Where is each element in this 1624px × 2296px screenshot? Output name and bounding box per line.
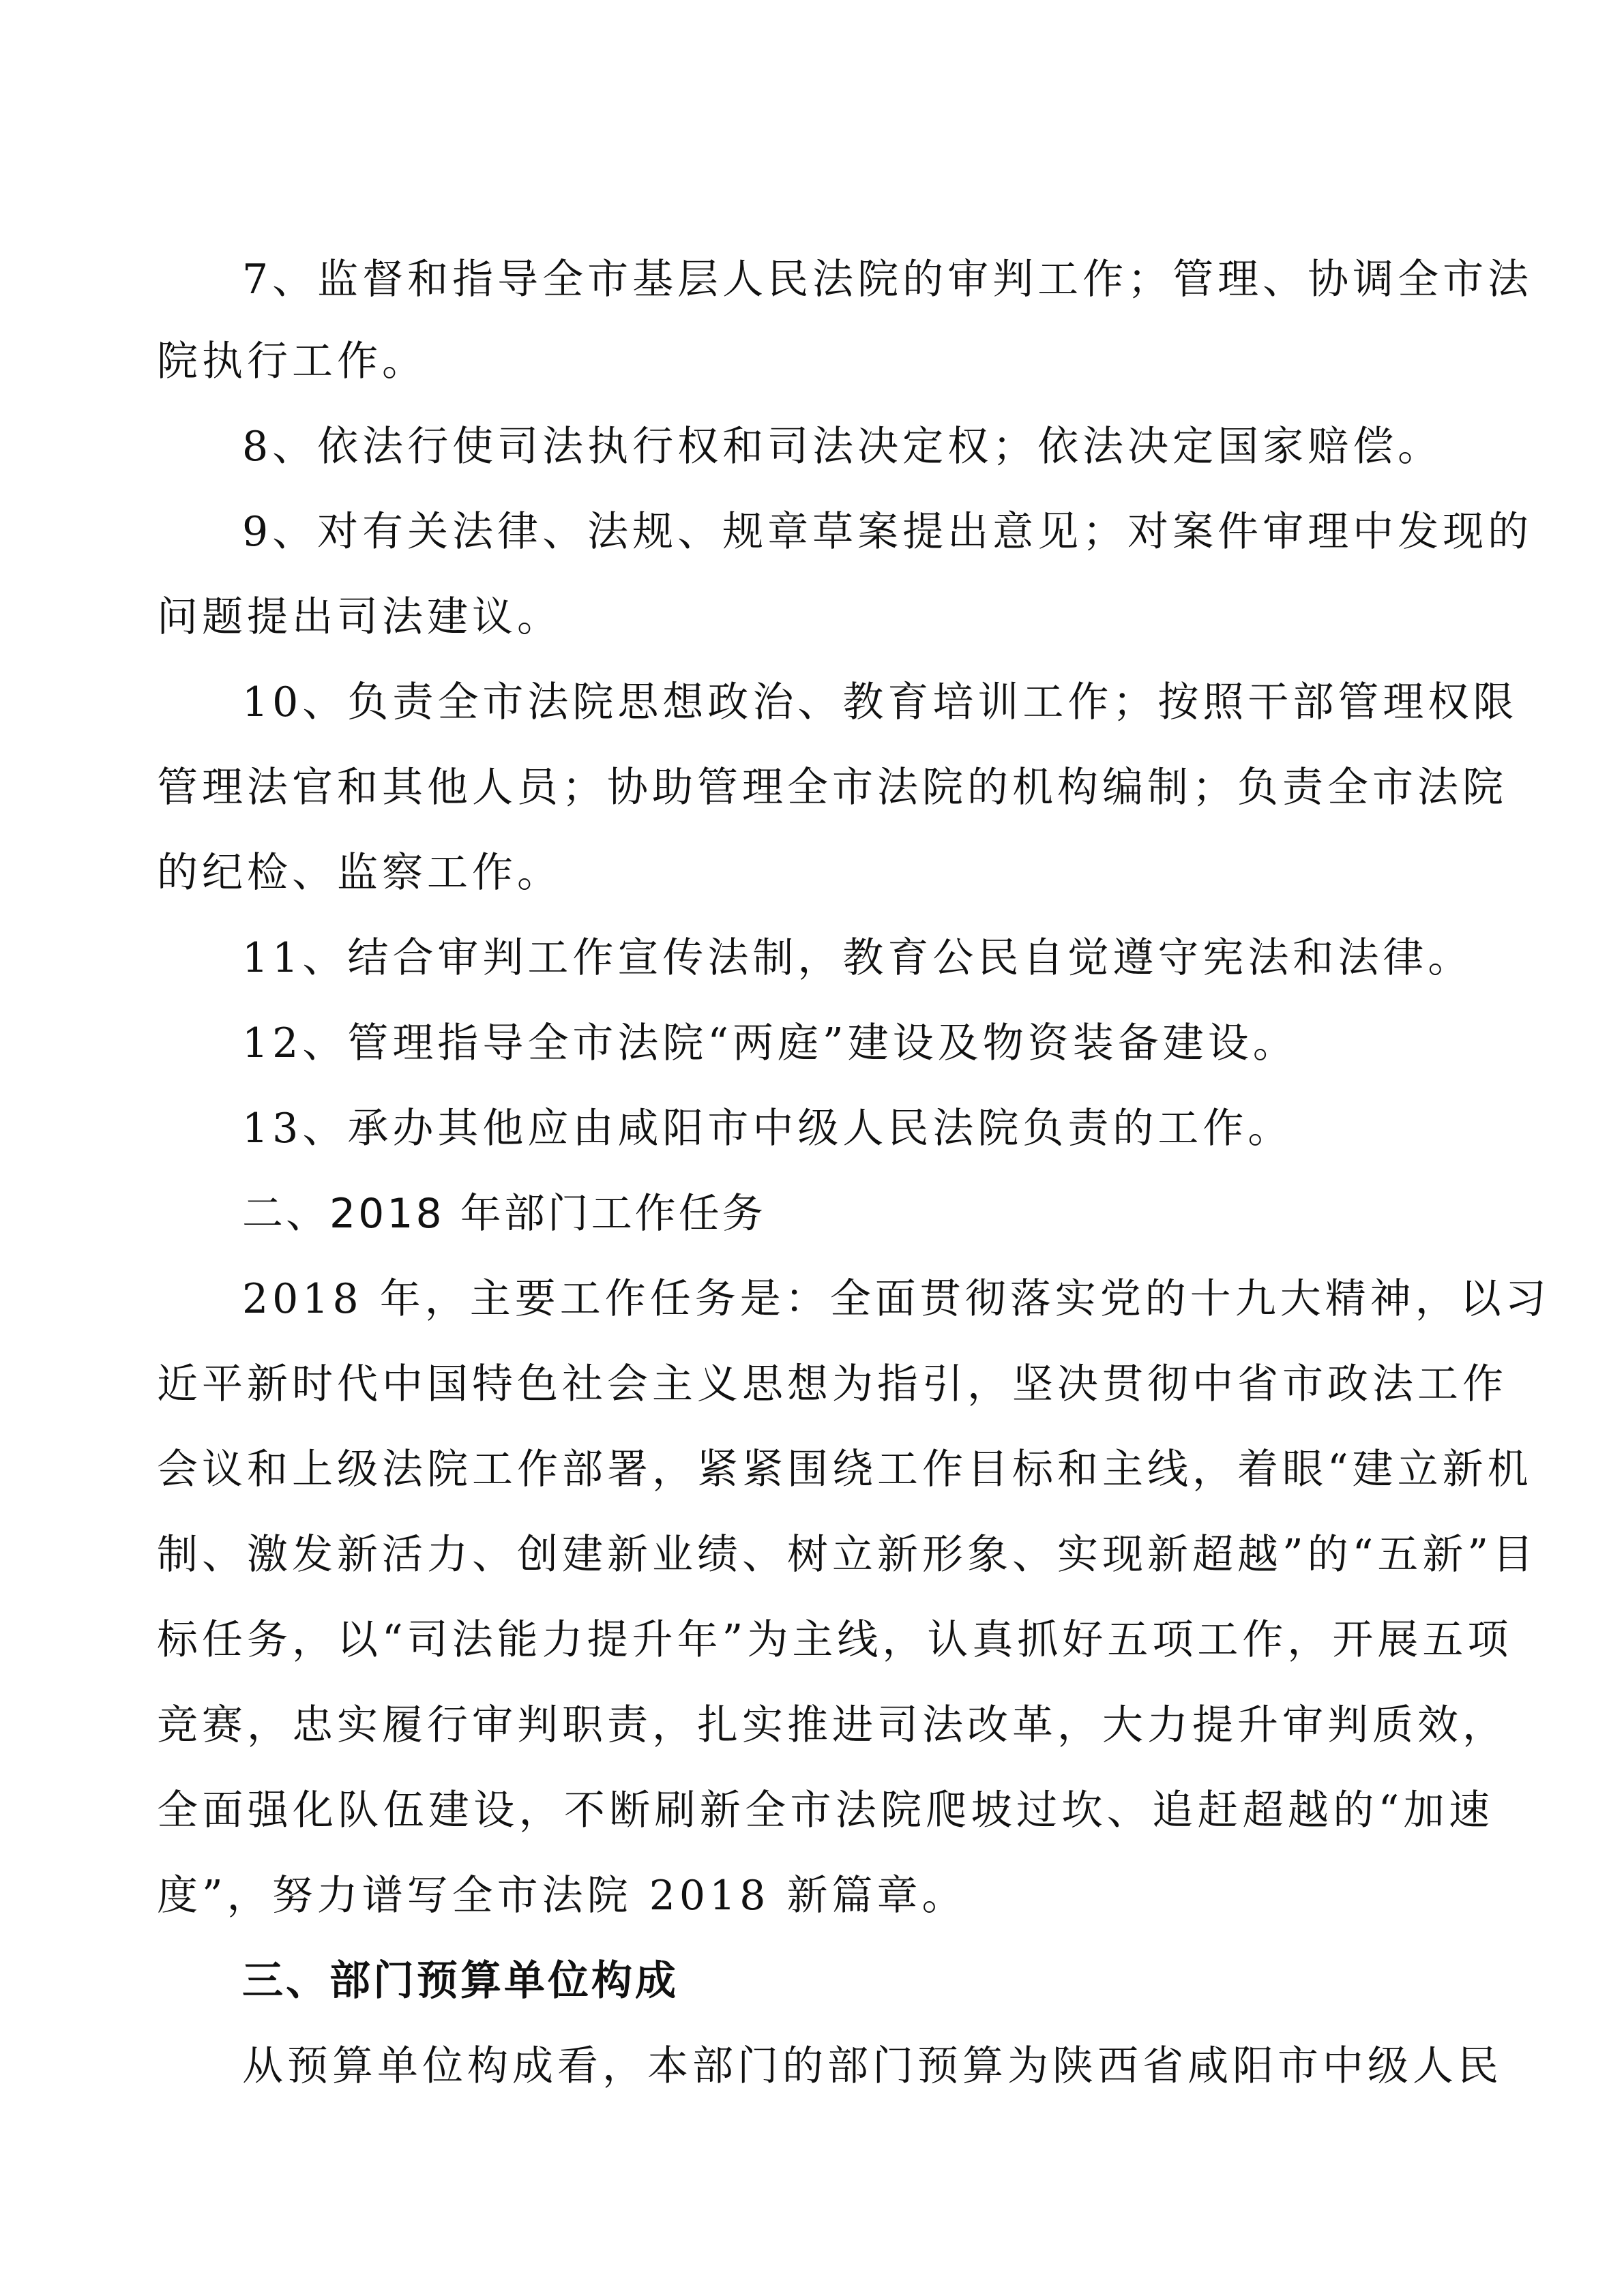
section-heading: 二、2018 年部门工作任务 bbox=[242, 1190, 766, 1238]
body-line: 12、管理指导全市法院“两庭”建设及物资装备建设。 bbox=[242, 1019, 1298, 1067]
body-line: 从预算单位构成看，本部门的部门预算为陕西省咸阳市中级人民 bbox=[242, 2042, 1503, 2090]
body-line: 问题提出司法建议。 bbox=[157, 593, 562, 641]
body-line: 10、负责全市法院思想政治、教育培训工作；按照干部管理权限 bbox=[242, 679, 1518, 726]
body-line: 7、监督和指导全市基层人民法院的审判工作；管理、协调全市法 bbox=[242, 256, 1533, 303]
body-line: 标任务，以“司法能力提升年”为主线，认真抓好五项工作，开展五项 bbox=[157, 1616, 1513, 1664]
body-line: 2018 年，主要工作任务是：全面贯彻落实党的十九大精神，以习 bbox=[242, 1275, 1550, 1323]
body-line: 8、依法行使司法执行权和司法决定权；依法决定国家赔偿。 bbox=[242, 423, 1443, 471]
body-line: 度”，努力谱写全市法院 2018 新篇章。 bbox=[157, 1872, 967, 1920]
body-line: 近平新时代中国特色社会主义思想为指引，坚决贯彻中省市政法工作 bbox=[157, 1360, 1507, 1408]
body-line: 的纪检、监察工作。 bbox=[157, 849, 562, 897]
section-heading: 三、部门预算单位构成 bbox=[242, 1957, 679, 2005]
body-line: 管理法官和其他人员；协助管理全市法院的机构编制；负责全市法院 bbox=[157, 764, 1507, 811]
body-line: 13、承办其他应由咸阳市中级人民法院负责的工作。 bbox=[242, 1105, 1293, 1152]
body-line: 11、结合审判工作宣传法制，教育公民自觉遵守宪法和法律。 bbox=[242, 934, 1473, 982]
body-line: 制、激发新活力、创建新业绩、树立新形象、实现新超越”的“五新”目 bbox=[157, 1531, 1538, 1579]
body-line: 竞赛，忠实履行审判职责，扎实推进司法改革，大力提升审判质效， bbox=[157, 1701, 1507, 1749]
body-line: 院执行工作。 bbox=[157, 338, 427, 385]
body-line: 9、对有关法律、法规、规章草案提出意见；对案件审理中发现的 bbox=[242, 508, 1533, 556]
body-line: 会议和上级法院工作部署，紧紧围绕工作目标和主线，着眼“建立新机 bbox=[157, 1446, 1533, 1493]
body-line: 全面强化队伍建设，不断刷新全市法院爬坡过坎、追赶超越的“加速 bbox=[157, 1787, 1494, 1834]
